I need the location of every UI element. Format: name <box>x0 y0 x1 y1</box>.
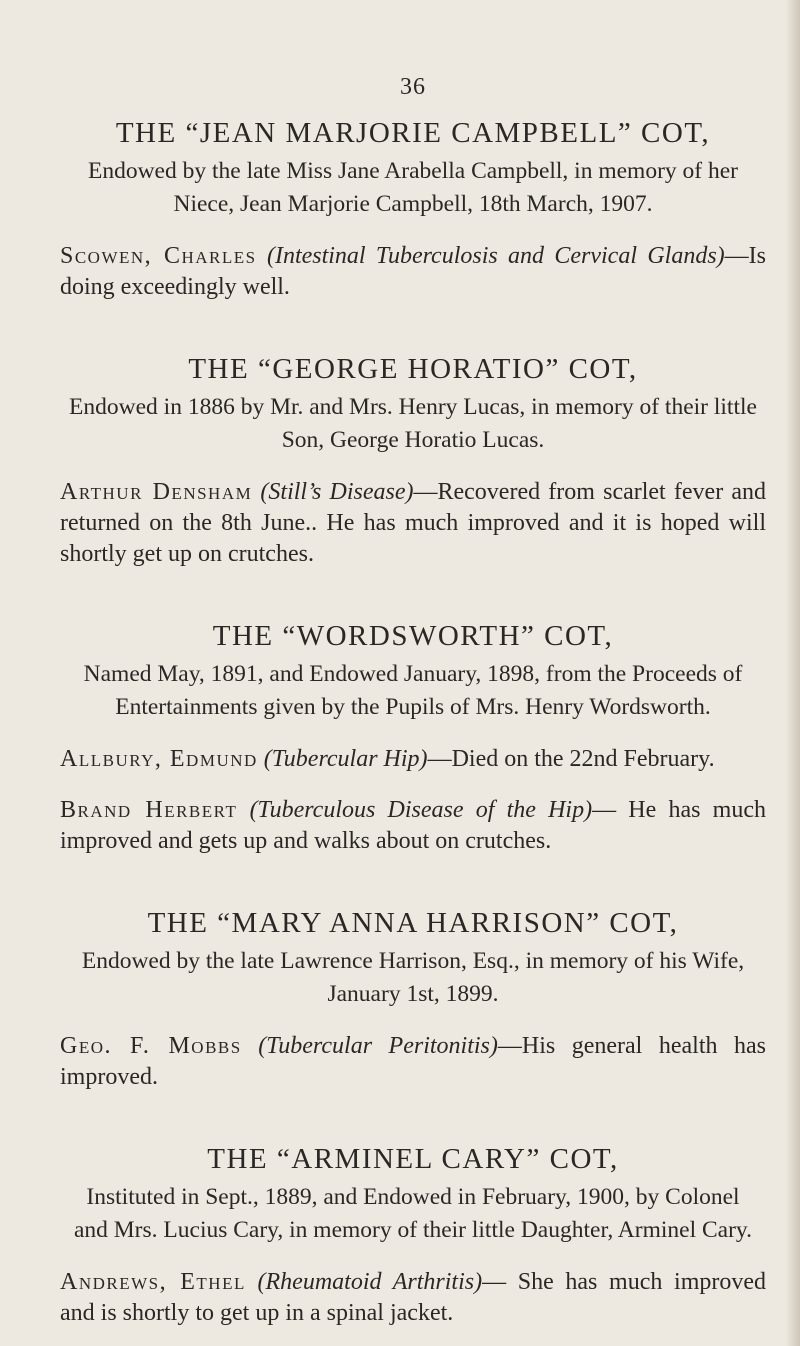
endowment-text: Named May, 1891, and Endowed January, 1898, from the Proceeds of Entertainments given by the Pupils of Mrs. Henry Wordsworth. <box>83 661 743 720</box>
patient-disease: (Tubercular Hip) <box>263 746 428 772</box>
cot-title: THE “WORDSWORTH” COT, <box>212 620 614 652</box>
cot-title: THE “JEAN MARJORIE CAMPBELL” COT, <box>115 117 711 149</box>
patient-disease: (Tubercular Peritonitis) <box>258 1033 498 1059</box>
patient-name: Brand Herbert <box>60 797 238 823</box>
patient-note: — He has much improved and gets up and walks about on crutches. <box>60 797 767 854</box>
patient-disease: (Rheumatoid Arthritis) <box>257 1269 483 1295</box>
patient-name: Allbury, Edmund <box>60 746 258 772</box>
patient-entry <box>60 744 766 775</box>
cot-section-arminel-cary <box>60 1141 766 1329</box>
document-page <box>60 74 766 1329</box>
patient-note: — She has much improved and is shortly to get up in a spinal jacket. <box>60 1269 767 1326</box>
patient-name: Arthur Densham <box>60 479 253 505</box>
page-edge-shadow <box>786 0 800 1346</box>
patient-name: Geo. F. Mobbs <box>60 1033 242 1059</box>
cot-title: THE “MARY ANNA HARRISON” COT, <box>147 907 679 939</box>
patient-name: Andrews, Ethel <box>60 1269 246 1295</box>
cot-section-george-horatio <box>60 351 766 570</box>
patient-note: —Died on the 22nd February. <box>427 746 715 772</box>
cot-section-wordsworth <box>60 618 766 857</box>
cot-section-jean-marjorie-campbell <box>60 115 766 303</box>
cot-section-mary-anna-harrison <box>60 905 766 1093</box>
patient-entry <box>60 477 766 570</box>
patient-disease: (Intestinal Tuberculosis and Cervical Glands) <box>266 243 725 269</box>
endowment-text: Endowed by the late Lawrence Harrison, Esq., in memory of his Wife, January 1st, 1899. <box>81 948 745 1007</box>
patient-note: —Is doing exceedingly well. <box>60 243 767 300</box>
patient-entry <box>60 795 766 857</box>
patient-note: —Recovered from scarlet fever and returned on the 8th June.. He has much improved and it is hoped will shortly get up on crutches. <box>60 479 767 567</box>
page-number: 36 <box>400 74 426 100</box>
endowment-text: Endowed in 1886 by Mr. and Mrs. Henry Lucas, in memory of their little Son, George Horatio Lucas. <box>69 394 757 453</box>
cot-title: THE “GEORGE HORATIO” COT, <box>188 353 638 385</box>
endowment-text: Instituted in Sept., 1889, and Endowed in February, 1900, by Colonel and Mrs. Lucius Cary, in memory of their little Daughter, Arminel Cary. <box>73 1184 752 1243</box>
patient-entry <box>60 1267 766 1329</box>
patient-name: Scowen, Charles <box>60 243 257 269</box>
patient-note: —His general health has improved. <box>60 1033 767 1090</box>
patient-entry <box>60 241 766 303</box>
patient-disease: (Tuberculous Disease of the Hip) <box>249 797 593 823</box>
endowment-text: Endowed by the late Miss Jane Arabella Campbell, in memory of her Niece, Jean Marjorie Campbell, 18th March, 1907. <box>87 158 738 217</box>
patient-entry <box>60 1031 766 1093</box>
patient-disease: (Still’s Disease) <box>260 479 414 505</box>
cot-title: THE “ARMINEL CARY” COT, <box>207 1143 619 1175</box>
